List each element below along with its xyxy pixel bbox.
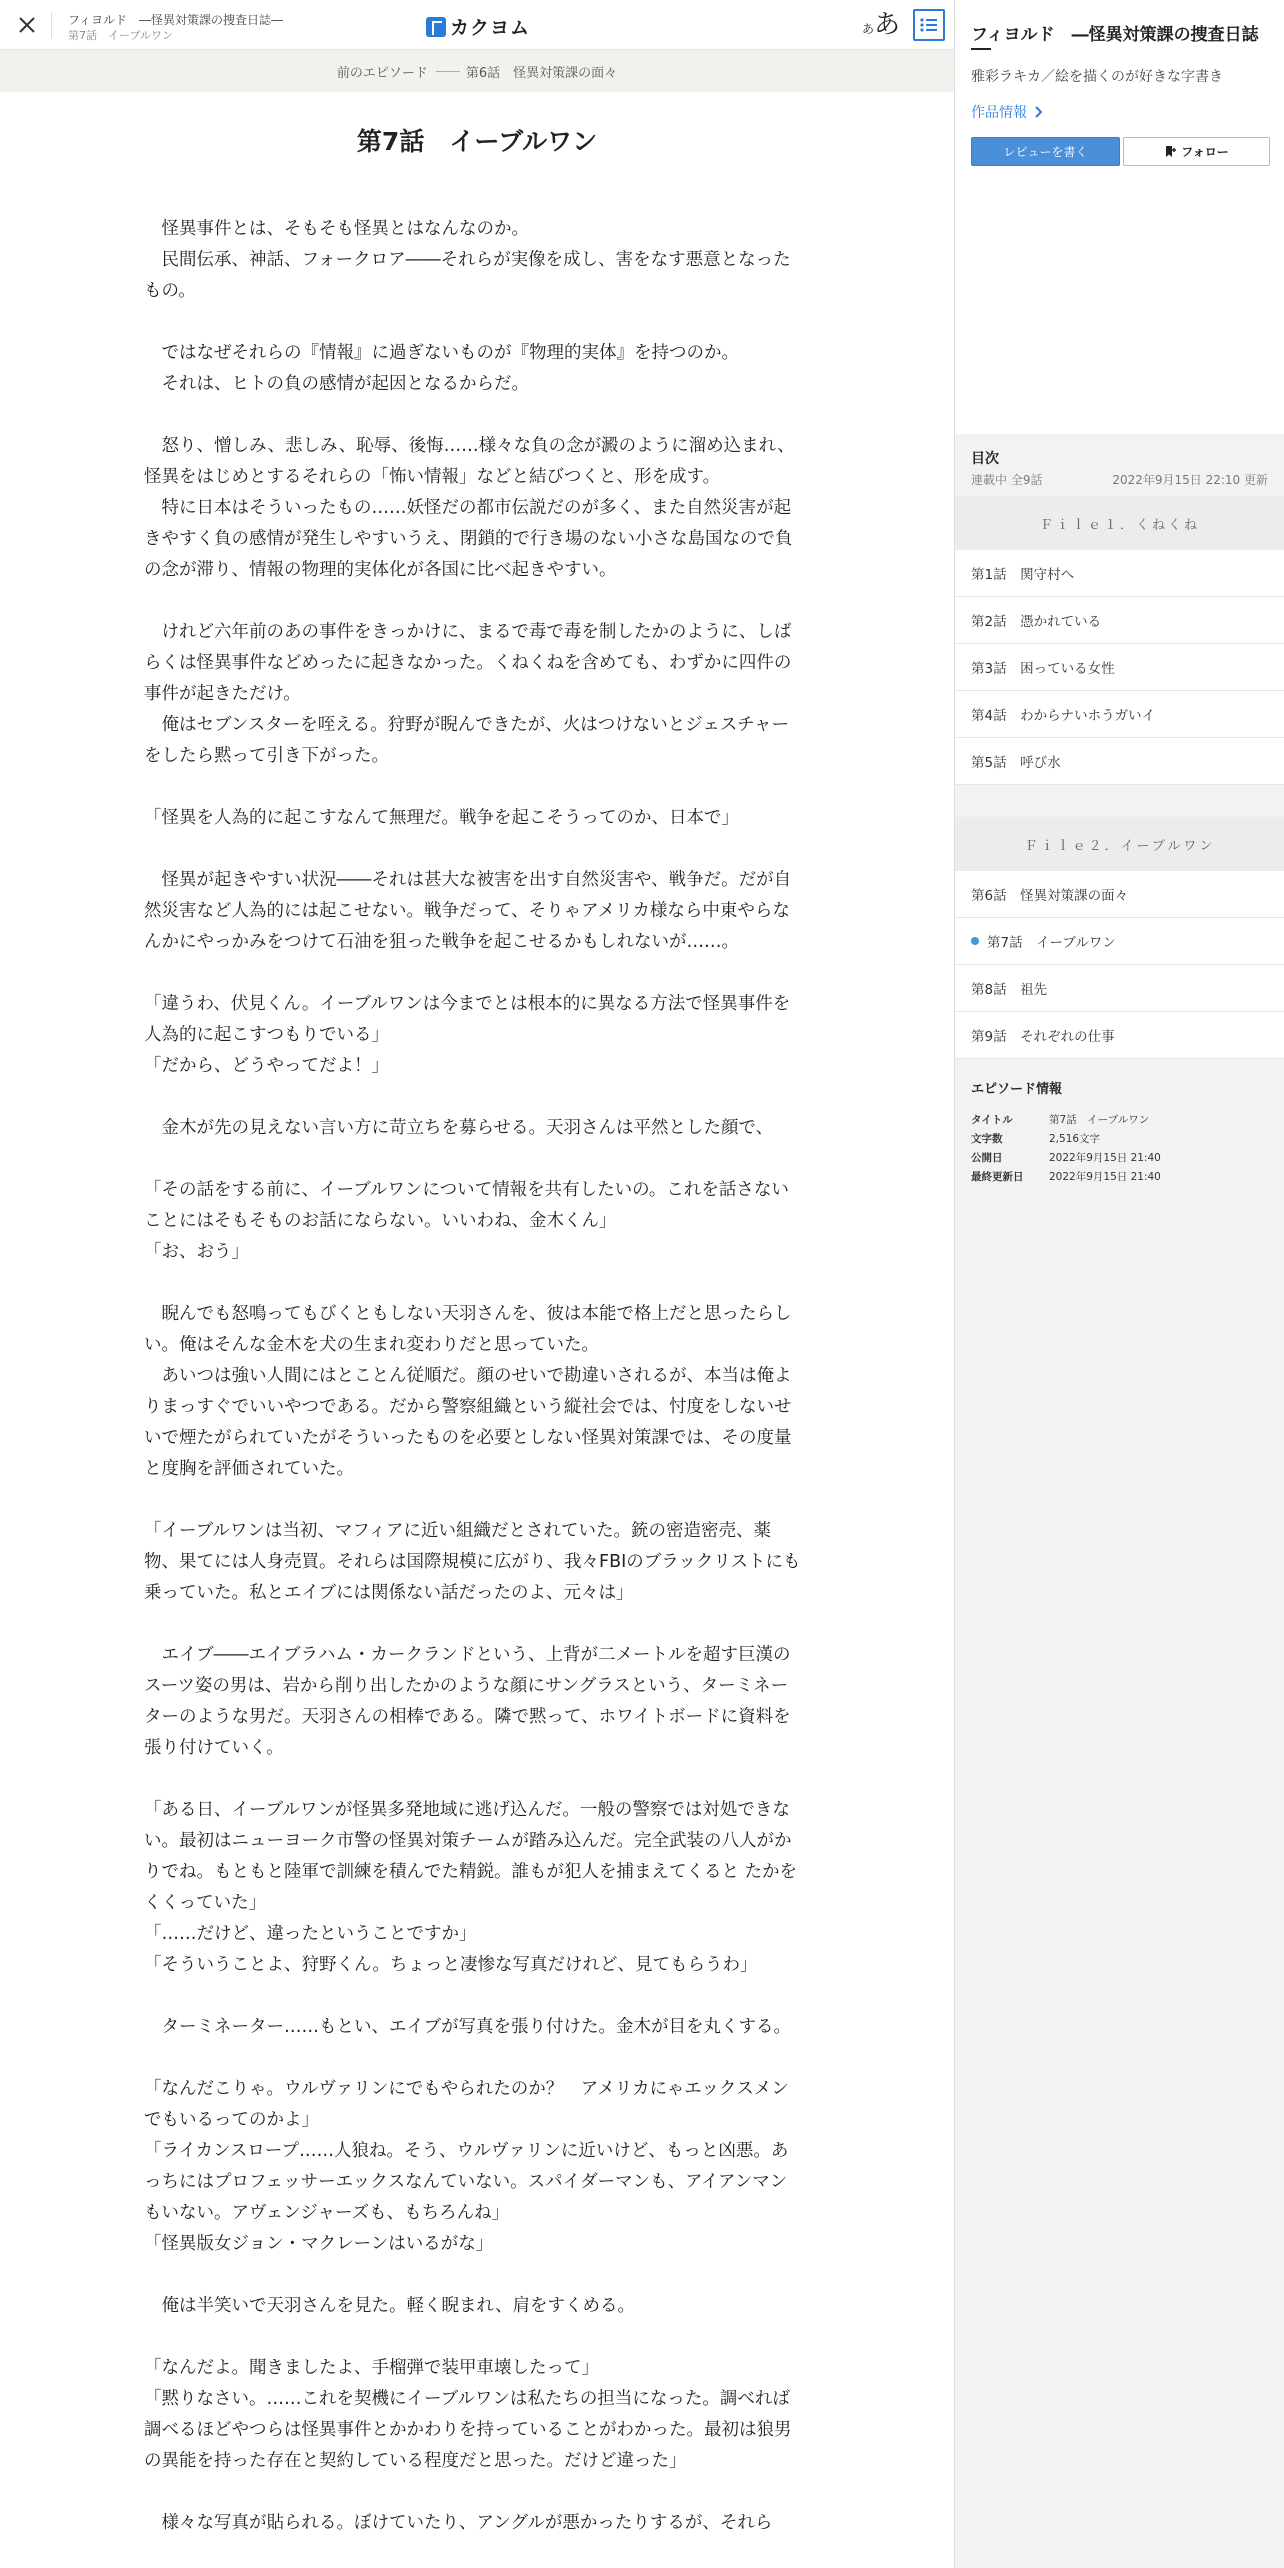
- toc-item[interactable]: [955, 550, 1284, 597]
- font-size-small-glyph: あ: [862, 22, 875, 36]
- toc-item[interactable]: [955, 644, 1284, 691]
- episode-info-heading: エピソード情報: [971, 1082, 1063, 1097]
- font-size-button[interactable]: [862, 10, 900, 44]
- body-paragraph: 「その話をする前に、イーブルワンについて情報を共有したいの。これを話さないことにはそもそものお話にならない。いいわね、金木くん」: [144, 1180, 789, 1231]
- bookmark-plus-icon: [1164, 145, 1177, 158]
- body-paragraph: 「なんだこりゃ。ウルヴァリンにでもやられたのか？ アメリカにゃエックスメンでもいるってのかよ」: [144, 2079, 789, 2130]
- toc-item[interactable]: [955, 597, 1284, 644]
- episode-info-row: [971, 1168, 1269, 1187]
- episode-info-row: [971, 1111, 1269, 1130]
- toc-item[interactable]: [955, 871, 1284, 918]
- toc-item-label: 第7話 イーブルワン: [987, 935, 1116, 951]
- body-paragraph: 民間伝承、神話、フォークロア――それらが実像を成し、害をなす悪意となったもの。: [144, 250, 791, 301]
- body-paragraph: [144, 586, 804, 617]
- body-paragraph: それは、ヒトの負の感情が起因となるからだ。: [144, 374, 529, 394]
- work-info-link[interactable]: [971, 102, 1044, 122]
- body-paragraph: 「だから、どうやってだよ！」: [144, 1056, 389, 1076]
- toc-status: 連載中 全9話: [971, 473, 1043, 487]
- toc-item-label: 第3話 困っている女性: [971, 661, 1115, 677]
- episode-info-value: 2,516文字: [1049, 1133, 1101, 1145]
- toc-item-label: 第6話 怪異対策課の面々: [971, 888, 1129, 904]
- body-paragraph: 「黙りなさい。……これを契機にイーブルワンは私たちの担当になった。調べれば調べるほどやつらは怪異事件とかかわりを持っていることがわかった。最初は狼男の異能を持った存在と契約している程度だと思った。だけど違った」: [144, 2389, 792, 2471]
- sidebar: [954, 0, 1284, 2568]
- body-paragraph: 「ある日、イーブルワンが怪異多発地域に逃げ込んだ。一般の警察では対処できない。最初はニューヨーク市警の怪異対策チームが踏み込んだ。完全武装の八人がかりでね。もともと陸軍で訓練を積んでた精鋭。誰もが犯人を捕まえてくると たかをくくっていた」: [144, 1800, 798, 1913]
- body-paragraph: 怪異が起きやすい状況――それは甚大な被害を出す自然災害や、戦争だ。だが自然災害など人為的には起こせない。戦争だって、そりゃアメリカ様なら中東やらなんかにやっかみをつけて石油を狙った戦争を起こせるかもしれないが……。: [144, 870, 792, 952]
- toc-item-label: 第8話 祖先: [971, 982, 1048, 998]
- body-paragraph: 「ライカンスロープ……人狼ね。そう、ウルヴァリンに近いけど、もっと凶悪。あっちにはプロフェッサーエックスなんていない。スパイダーマンも、アイアンマンもいない。アヴェンジャーズも、もちろんね」: [144, 2141, 789, 2223]
- sidebar-work-title[interactable]: フィヨルド ―怪異対策課の捜査日誌: [971, 25, 1259, 45]
- body-paragraph: [144, 2260, 804, 2291]
- body-paragraph: [144, 2043, 804, 2074]
- body-paragraph: 「お、おう」: [144, 1242, 249, 1262]
- chevron-right-icon: [1034, 106, 1044, 118]
- body-paragraph: ターミネーター……もとい、エイブが写真を張り付けた。金木が目を丸くする。: [144, 2017, 791, 2037]
- body-paragraph: 「怪異版女ジョン・マクレーンはいるがな」: [144, 2234, 494, 2254]
- body-paragraph: 特に日本はそういったもの……妖怪だの都市伝説だのが多く、また自然災害が起きやすく負の感情が発生しやすいうえ、閉鎖的で行き場のない小さな島国なので負の念が滞り、情報の物理的実体化が各国に比べ起きやすい。: [144, 498, 793, 580]
- toc-item-label: 第4話 わからナいホうガいイ: [971, 708, 1156, 724]
- toc-list: [955, 496, 1284, 1059]
- header-divider: [51, 12, 52, 38]
- font-size-large-glyph: あ: [874, 10, 901, 40]
- episode-info-key: 公開日: [971, 1152, 1003, 1164]
- logo-text: カクヨム: [450, 17, 531, 39]
- nav-separator: ――: [435, 63, 458, 79]
- body-paragraph: 「そういうことよ、狩野くん。ちょっと凄惨な写真だけれど、見てもらうわ」: [144, 1955, 758, 1975]
- body-paragraph: 様々な写真が貼られる。ぼけていたり、アングルが悪かったりするが、それら: [144, 2513, 773, 2533]
- body-paragraph: [144, 1082, 804, 1113]
- body-paragraph: [144, 307, 804, 338]
- body-paragraph: [144, 1268, 804, 1299]
- episode-info-key: 文字数: [971, 1133, 1003, 1145]
- toc-item-label: 第2話 憑かれている: [971, 614, 1102, 630]
- body-paragraph: 睨んでも怒鳴ってもびくともしない天羽さんを、彼は本能で格上だと思ったらしい。俺はそんな金木を犬の生まれ変わりだと思っていた。: [144, 1304, 792, 1355]
- body-paragraph: [144, 834, 804, 865]
- episode-title: 第7話 イーブルワン: [356, 127, 598, 156]
- follow-button[interactable]: [1123, 137, 1270, 166]
- toc-item-current[interactable]: [955, 918, 1284, 965]
- close-icon[interactable]: [14, 12, 40, 38]
- toc-item-label: 第1話 関守村へ: [971, 567, 1075, 583]
- body-paragraph: [144, 2477, 804, 2508]
- toc-item-label: 第5話 呼び水: [971, 755, 1061, 771]
- toc-section-title: Ｆｉｌｅ２．イーブルワン: [955, 817, 1284, 871]
- body-paragraph: エイブ――エイブラハム・カークランドという、上背が二メートルを超す巨漢のスーツ姿の男は、岩から削り出したかのような顔にサングラスという、ターミネーターのような男だ。天羽さんの相棒である。隣で黙って、ホワイトボードに資料を張り付けていく。: [144, 1645, 791, 1758]
- body-paragraph: 怒り、憎しみ、悲しみ、恥辱、後悔……様々な負の念が澱のように溜め込まれ、怪異をはじめとするそれらの「怖い情報」などと結びつくと、形を成す。: [144, 436, 795, 487]
- episode-nav-bar: [0, 50, 954, 92]
- reader-header: [0, 0, 954, 50]
- logo-mark-icon: [426, 17, 446, 37]
- toc-list-icon[interactable]: [913, 9, 945, 41]
- body-paragraph: [144, 958, 804, 989]
- toc-updated: 2022年9月15日 22:10 更新: [1112, 473, 1268, 487]
- episode-info-row: [971, 1130, 1269, 1149]
- episode-body: [0, 92, 954, 2568]
- body-paragraph: けれど六年前のあの事件をきっかけに、まるで毒で毒を制したかのように、しばらくは怪異事件などめったに起きなかった。くねくねを含めても、わずかに四件の事件が起きただけ。: [144, 622, 792, 704]
- episode-info-key: タイトル: [971, 1114, 1013, 1126]
- episode-info-value: 2022年9月15日 21:40: [1049, 1171, 1161, 1183]
- toc-item[interactable]: [955, 965, 1284, 1012]
- body-paragraph: [144, 400, 804, 431]
- prev-episode-title[interactable]: 第6話 怪異対策課の面々: [465, 65, 618, 81]
- toc-section-title: Ｆｉｌｅ１．くねくね: [955, 496, 1284, 550]
- body-paragraph: [144, 1144, 804, 1175]
- body-paragraph: [144, 1764, 804, 1795]
- toc-item-label: 第9話 それぞれの仕事: [971, 1029, 1115, 1045]
- episode-info-row: [971, 1149, 1269, 1168]
- body-paragraph: 「違うわ、伏見くん。イーブルワンは今までとは根本的に異なる方法で怪異事件を人為的に起こすつもりでいる」: [144, 994, 791, 1045]
- kakuyomu-logo[interactable]: [426, 13, 530, 40]
- body-paragraph: [144, 772, 804, 803]
- toc-item[interactable]: [955, 738, 1284, 785]
- episode-info-value: 2022年9月15日 21:40: [1049, 1152, 1161, 1164]
- episode-text: [144, 214, 804, 2539]
- follow-label: フォロー: [1181, 145, 1229, 159]
- body-paragraph: 俺はセブンスターを咥える。狩野が睨んできたが、火はつけないとジェスチャーをしたら黙って引き下がった。: [144, 715, 790, 766]
- body-paragraph: ではなぜそれらの『情報』に過ぎないものが『物理的実体』を持つのか。: [144, 343, 739, 363]
- body-paragraph: [144, 1609, 804, 1640]
- body-paragraph: あいつは強い人間にはとことん従順だ。顔のせいで勘違いされるが、本当は俺よりまっすぐでいいやつである。だから警察組織という縦社会では、忖度をしないせいで煙たがられていたがそういったものを必要としない怪異対策課では、その度量と度胸を評価されていた。: [144, 1366, 792, 1479]
- work-summary-panel: [955, 0, 1284, 434]
- body-paragraph: 怪異事件とは、そもそも怪異とはなんなのか。: [144, 219, 529, 239]
- toc-heading: 目次: [971, 451, 999, 467]
- body-paragraph: 金木が先の見えない言い方に苛立ちを募らせる。天羽さんは平然とした顔で、: [144, 1118, 774, 1138]
- body-paragraph: [144, 1485, 804, 1516]
- title-underline: [971, 48, 991, 50]
- episode-info-key: 最終更新日: [971, 1171, 1024, 1183]
- episode-info-panel: [955, 1064, 1284, 1201]
- work-info-label: 作品情報: [971, 105, 1027, 121]
- episode-info-value: 第7話 イーブルワン: [1049, 1114, 1150, 1126]
- body-paragraph: 「なんだよ。聞きましたよ、手榴弾で装甲車壊したって」: [144, 2358, 599, 2378]
- body-paragraph: 「……だけど、違ったということですか」: [144, 1924, 477, 1944]
- body-paragraph: [144, 2322, 804, 2353]
- prev-episode-link[interactable]: 前のエピソード: [336, 65, 428, 81]
- toc-item[interactable]: [955, 691, 1284, 738]
- episode-info-table: [971, 1111, 1269, 1187]
- toc-item[interactable]: [955, 1012, 1284, 1059]
- current-episode-dot-icon: [971, 937, 979, 945]
- write-review-button[interactable]: レビューを書く: [971, 137, 1120, 166]
- body-paragraph: [144, 1981, 804, 2012]
- header-episode-label: 第7話 イーブルワン: [68, 29, 174, 42]
- toc-section-gap: [955, 785, 1284, 817]
- body-paragraph: 俺は半笑いで天羽さんを見た。軽く睨まれ、肩をすくめる。: [144, 2296, 636, 2316]
- body-paragraph: 「イーブルワンは当初、マフィアに近い組織だとされていた。銃の密造密売、薬物、果てには人身売買。それらは国際規模に広がり、我々FBIのブラックリストにも乗っていた。私とエイブには関係ない話だったのよ、元々は」: [144, 1521, 801, 1603]
- body-paragraph: 「怪異を人為的に起こすなんて無理だ。戦争を起こそうってのか、日本で」: [144, 808, 739, 828]
- header-work-title[interactable]: フィヨルド ―怪異対策課の捜査日誌―: [68, 13, 284, 27]
- author-name[interactable]: 雅彩ラキカ／絵を描くのが好きな字書き: [971, 69, 1223, 85]
